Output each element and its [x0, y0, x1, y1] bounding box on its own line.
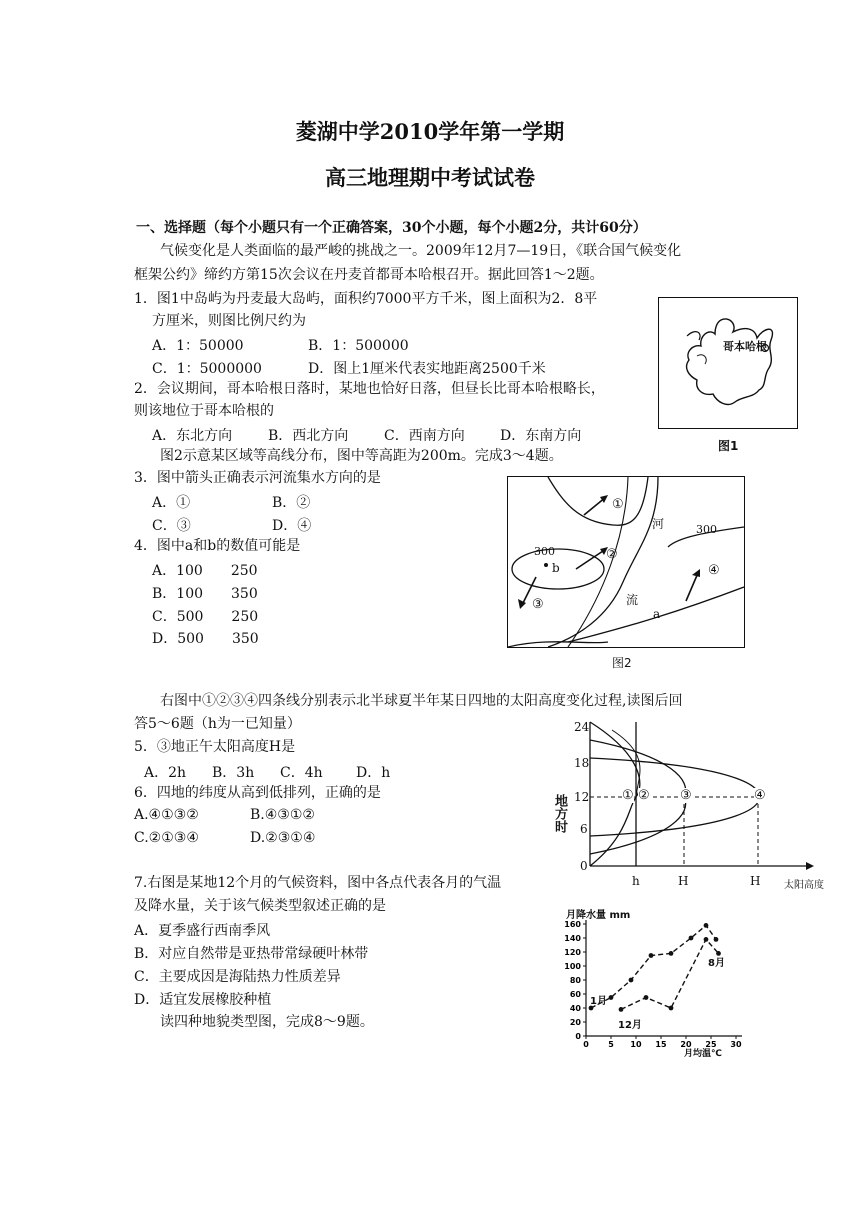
y-tick-18: 18 [574, 756, 590, 770]
q2-stem-b: 则该地位于哥本哈根的 [134, 403, 274, 419]
figure2-caption: 图2 [612, 656, 632, 670]
q2-option-a[interactable]: A．东北方向 [152, 428, 233, 444]
intro-2: 图2示意某区域等高线分布，图中等高距为200m。完成3～4题。 [160, 448, 563, 464]
exam-title-subject: 高三地理期中考试试卷 [325, 165, 535, 190]
contour-value-300-left: 300 [534, 545, 555, 558]
figure1-caption: 图1 [718, 439, 739, 453]
curve-label-2: ② [638, 788, 650, 803]
curve-label-4: ④ [754, 788, 766, 803]
section-heading: 一、选择题（每个小题只有一个正确答案，30个小题，每个小题2分，共计60分） [136, 220, 647, 236]
point-a-label: a [653, 607, 661, 621]
y-tick-6: 6 [580, 822, 588, 836]
q7-option-d[interactable]: D．适宜发展橡胶种植 [134, 992, 272, 1008]
q4-option-c[interactable]: C．500 250 [152, 609, 259, 625]
y-tick-label: 20 [569, 1018, 581, 1027]
y-tick-12: 12 [574, 790, 590, 804]
x-tick-label: 15 [655, 1040, 667, 1049]
river-label-liu: 流 [626, 593, 639, 607]
q4-option-a[interactable]: A．100 250 [152, 563, 258, 579]
x-tick-label: 30 [730, 1040, 742, 1049]
contour-lines [508, 477, 744, 647]
data-point [714, 937, 719, 942]
data-point [609, 995, 614, 1000]
x-tick-label: 5 [608, 1040, 614, 1049]
y-tick-0: 0 [580, 859, 588, 873]
q4-option-b[interactable]: B．100 350 [152, 586, 258, 602]
marker-2: ② [606, 547, 618, 562]
intro-4: 读四种地貌类型图，完成8～9题。 [160, 1014, 374, 1030]
intro-1b: 框架公约》缔约方第15次会议在丹麦首都哥本哈根召开。据此回答1～2题。 [134, 267, 604, 283]
data-point [629, 978, 634, 983]
x-tick-label: 20 [680, 1040, 692, 1049]
chart-xlabel: 月均温℃ [684, 1049, 722, 1059]
x-tick-h: h [632, 874, 640, 888]
annotation-dec: 12月 [618, 1020, 642, 1031]
y-tick-24: 24 [574, 720, 590, 734]
q3-option-c[interactable]: C．③ [152, 518, 191, 534]
annotation-jan: 1月 [590, 996, 607, 1007]
river-label-he: 河 [652, 517, 665, 531]
q7-stem-a: 7.右图是某地12个月的气候资料，图中各点代表各月的气温 [134, 875, 502, 891]
x-axis-label: 太阳高度 [784, 880, 824, 891]
q7-option-c[interactable]: C．主要成因是海陆热力性质差异 [134, 969, 341, 985]
point-b-label: b [552, 561, 560, 575]
y-tick-label: 120 [564, 948, 581, 957]
q6-option-a[interactable]: A.④①③② [134, 807, 199, 823]
q3-option-b[interactable]: B．② [272, 495, 311, 511]
q1-option-a[interactable]: A．1：50000 [152, 338, 244, 354]
q3-option-d[interactable]: D．④ [272, 518, 312, 534]
y-tick-label: 60 [569, 990, 581, 999]
x-tick-H-2: H [750, 874, 761, 888]
y-tick-label: 40 [569, 1004, 581, 1013]
data-point [669, 951, 674, 956]
q4-stem: 4．图中a和b的数值可能是 [134, 538, 301, 554]
q7-stem-b: 及降水量，关于该气候类型叙述正确的是 [134, 898, 386, 914]
q6-stem: 6．四地的纬度从高到低排列，正确的是 [134, 785, 381, 801]
q5-option-d[interactable]: D．h [356, 765, 391, 781]
q3-option-a[interactable]: A．① [152, 495, 191, 511]
q6-option-b[interactable]: B.④③①② [250, 807, 315, 823]
q2-option-c[interactable]: C．西南方向 [384, 428, 465, 444]
x-tick-label: 10 [630, 1040, 642, 1049]
q5-option-c[interactable]: C．4h [280, 765, 323, 781]
curve-label-3: ③ [680, 788, 692, 803]
figure1-map [658, 297, 798, 429]
x-tick-label: 0 [583, 1040, 589, 1049]
exam-title-school: 菱湖中学2010学年第一学期 [295, 119, 565, 144]
q2-stem-a: 2．会议期间，哥本哈根日落时，某地也恰好日落，但昼长比哥本哈根略长， [134, 381, 605, 397]
q2-option-d[interactable]: D．东南方向 [500, 428, 582, 444]
y-tick-label: 0 [575, 1032, 581, 1041]
data-point [689, 936, 694, 941]
y-tick-label: 140 [564, 934, 581, 943]
intro-1a: 气候变化是人类面临的最严峻的挑战之一。2009年12月7—19日，《联合国气候变化 [160, 243, 682, 259]
q1-stem-a: 1．图1中岛屿为丹麦最大岛屿，面积约7000平方千米，图上面积为2．8平 [134, 291, 598, 307]
data-point [704, 923, 709, 928]
y-tick-label: 80 [569, 976, 581, 985]
data-point [619, 1007, 624, 1012]
data-point [669, 1006, 674, 1011]
data-point [644, 995, 649, 1000]
y-axis-label: 地方时 [552, 794, 567, 833]
q1-stem-b: 方厘米，则图比例尺约为 [152, 313, 306, 329]
intro-3a: 右图中①②③④四条线分别表示北半球夏半年某日四地的太阳高度变化过程,读图后回 [160, 693, 683, 709]
copenhagen-label: 哥本哈根 [723, 340, 767, 353]
y-tick-label: 100 [564, 962, 581, 971]
chart-ylabel: 月降水量 mm [566, 910, 631, 921]
chart-svg [560, 902, 750, 1062]
q7-option-b[interactable]: B．对应自然带是亚热带常绿硬叶林带 [134, 946, 369, 962]
contour-value-300-right: 300 [696, 523, 717, 536]
q1-option-c[interactable]: C．1：5000000 [152, 361, 262, 377]
figure3-solar-altitude [552, 716, 832, 892]
q1-option-d[interactable]: D．图上1厘米代表实地距离2500千米 [308, 361, 546, 377]
climate-scatter-chart [560, 902, 750, 1062]
q5-option-b[interactable]: B．3h [212, 765, 255, 781]
x-tick-H-1: H [678, 874, 689, 888]
q1-option-b[interactable]: B．1：500000 [308, 338, 409, 354]
data-point [649, 953, 654, 958]
marker-3: ③ [532, 597, 544, 612]
annotation-aug: 8月 [708, 958, 725, 969]
marker-4: ④ [708, 563, 720, 578]
q5-option-a[interactable]: A．2h [144, 765, 187, 781]
curve-label-1: ① [622, 788, 634, 803]
q2-option-b[interactable]: B．西北方向 [268, 428, 349, 444]
q7-option-a[interactable]: A．夏季盛行西南季风 [134, 923, 271, 939]
q6-option-c[interactable]: C.②①③④ [134, 830, 199, 846]
marker-1: ① [612, 497, 624, 512]
figure2-contour-map [507, 476, 745, 648]
data-point [704, 937, 709, 942]
q3-stem: 3．图中箭头正确表示河流集水方向的是 [134, 470, 381, 486]
q6-option-d[interactable]: D.②③①④ [250, 830, 316, 846]
q4-option-d[interactable]: D．500 350 [152, 631, 259, 647]
q5-stem: 5．③地正午太阳高度H是 [134, 739, 296, 755]
x-tick-label: 25 [705, 1040, 717, 1049]
intro-3b: 答5～6题（h为一已知量） [134, 716, 301, 732]
island-outline [659, 298, 797, 428]
y-tick-label: 160 [564, 920, 581, 929]
